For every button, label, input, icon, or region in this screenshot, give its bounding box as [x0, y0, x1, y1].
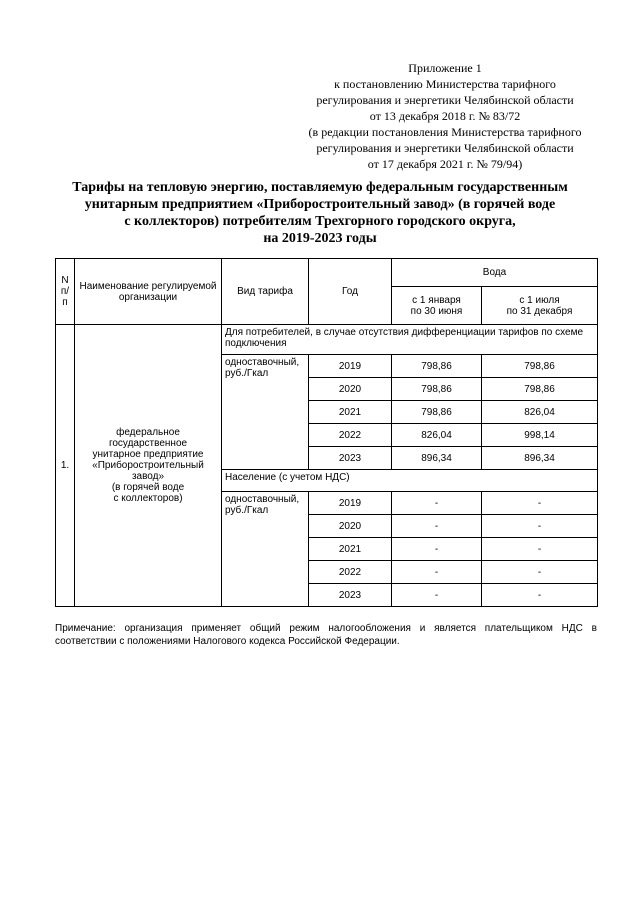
appendix-line: (в редакции постановления Министерства тарифного [308, 125, 582, 139]
tariff-value: 798,86 [482, 378, 598, 401]
title-line: унитарным предприятием «Приборостроительный завод» (в горячей воде [84, 197, 556, 212]
tariff-table [55, 258, 598, 607]
tariff-value: 798,86 [392, 401, 482, 424]
group-heading: Для потребителей, в случае отсутствия дифференциации тарифов по схеме подключения [222, 325, 598, 355]
appendix-line: регулирования и энергетики Челябинской области [316, 141, 574, 155]
tariff-type: одноставочный, руб./Гкал [222, 492, 309, 607]
tariff-value: 798,86 [392, 378, 482, 401]
year-cell: 2023 [309, 447, 392, 470]
footnote: Примечание: организация применяет общий режим налогообложения и является плательщиком НДС в соответствии с положениями Налогового кодекса Российской Федерации. [55, 623, 597, 647]
year-cell: 2020 [309, 515, 392, 538]
title-line: с коллекторов) потребителям Трехгорного городского округа, [124, 214, 516, 229]
header-water: Вода [392, 259, 598, 287]
header-year: Год [309, 259, 392, 325]
tariff-value: 826,04 [482, 401, 598, 424]
tariff-value: - [392, 538, 482, 561]
tariff-value: 998,14 [482, 424, 598, 447]
appendix-line: Приложение 1 [408, 61, 482, 75]
title-line: на 2019-2023 годы [263, 231, 377, 246]
tariff-value: - [392, 515, 482, 538]
tariff-value: - [482, 538, 598, 561]
header-organization: Наименование регулируемой организации [75, 259, 222, 325]
year-cell: 2021 [309, 401, 392, 424]
header-tariff-type: Вид тарифа [222, 259, 309, 325]
tariff-value: - [482, 492, 598, 515]
header-period-1: с 1 января по 30 июня [392, 287, 482, 325]
tariff-value: - [392, 492, 482, 515]
appendix-line: от 13 декабря 2018 г. № 83/72 [369, 109, 521, 123]
tariff-value: 798,86 [392, 355, 482, 378]
header-num: N п/п [56, 259, 75, 325]
tariff-value: 896,34 [482, 447, 598, 470]
title-line: Тарифы на тепловую энергию, поставляемую федеральным государственным [72, 180, 568, 195]
year-cell: 2023 [309, 584, 392, 607]
appendix-line: к постановлению Министерства тарифного [334, 77, 556, 91]
row-number: 1. [56, 325, 75, 607]
tariff-value: 826,04 [392, 424, 482, 447]
year-cell: 2021 [309, 538, 392, 561]
organization-name: федеральное государственное унитарное предприятие «Приборостроительный завод» (в горячей воде с коллекторов) [75, 325, 222, 607]
document-title [40, 179, 600, 247]
tariff-value: 798,86 [482, 355, 598, 378]
tariff-value: - [482, 515, 598, 538]
tariff-value: 896,34 [392, 447, 482, 470]
tariff-value: - [392, 584, 482, 607]
year-cell: 2019 [309, 492, 392, 515]
year-cell: 2019 [309, 355, 392, 378]
appendix-line: регулирования и энергетики Челябинской области [316, 93, 574, 107]
appendix-line: от 17 декабря 2021 г. № 79/94) [367, 157, 523, 171]
tariff-value: - [482, 561, 598, 584]
year-cell: 2022 [309, 561, 392, 584]
tariff-value: - [482, 584, 598, 607]
header-period-2: с 1 июля по 31 декабря [482, 287, 598, 325]
year-cell: 2022 [309, 424, 392, 447]
group-heading: Население (с учетом НДС) [222, 470, 598, 492]
tariff-type: одноставочный, руб./Гкал [222, 355, 309, 470]
appendix-header [280, 60, 610, 172]
tariff-value: - [392, 561, 482, 584]
year-cell: 2020 [309, 378, 392, 401]
